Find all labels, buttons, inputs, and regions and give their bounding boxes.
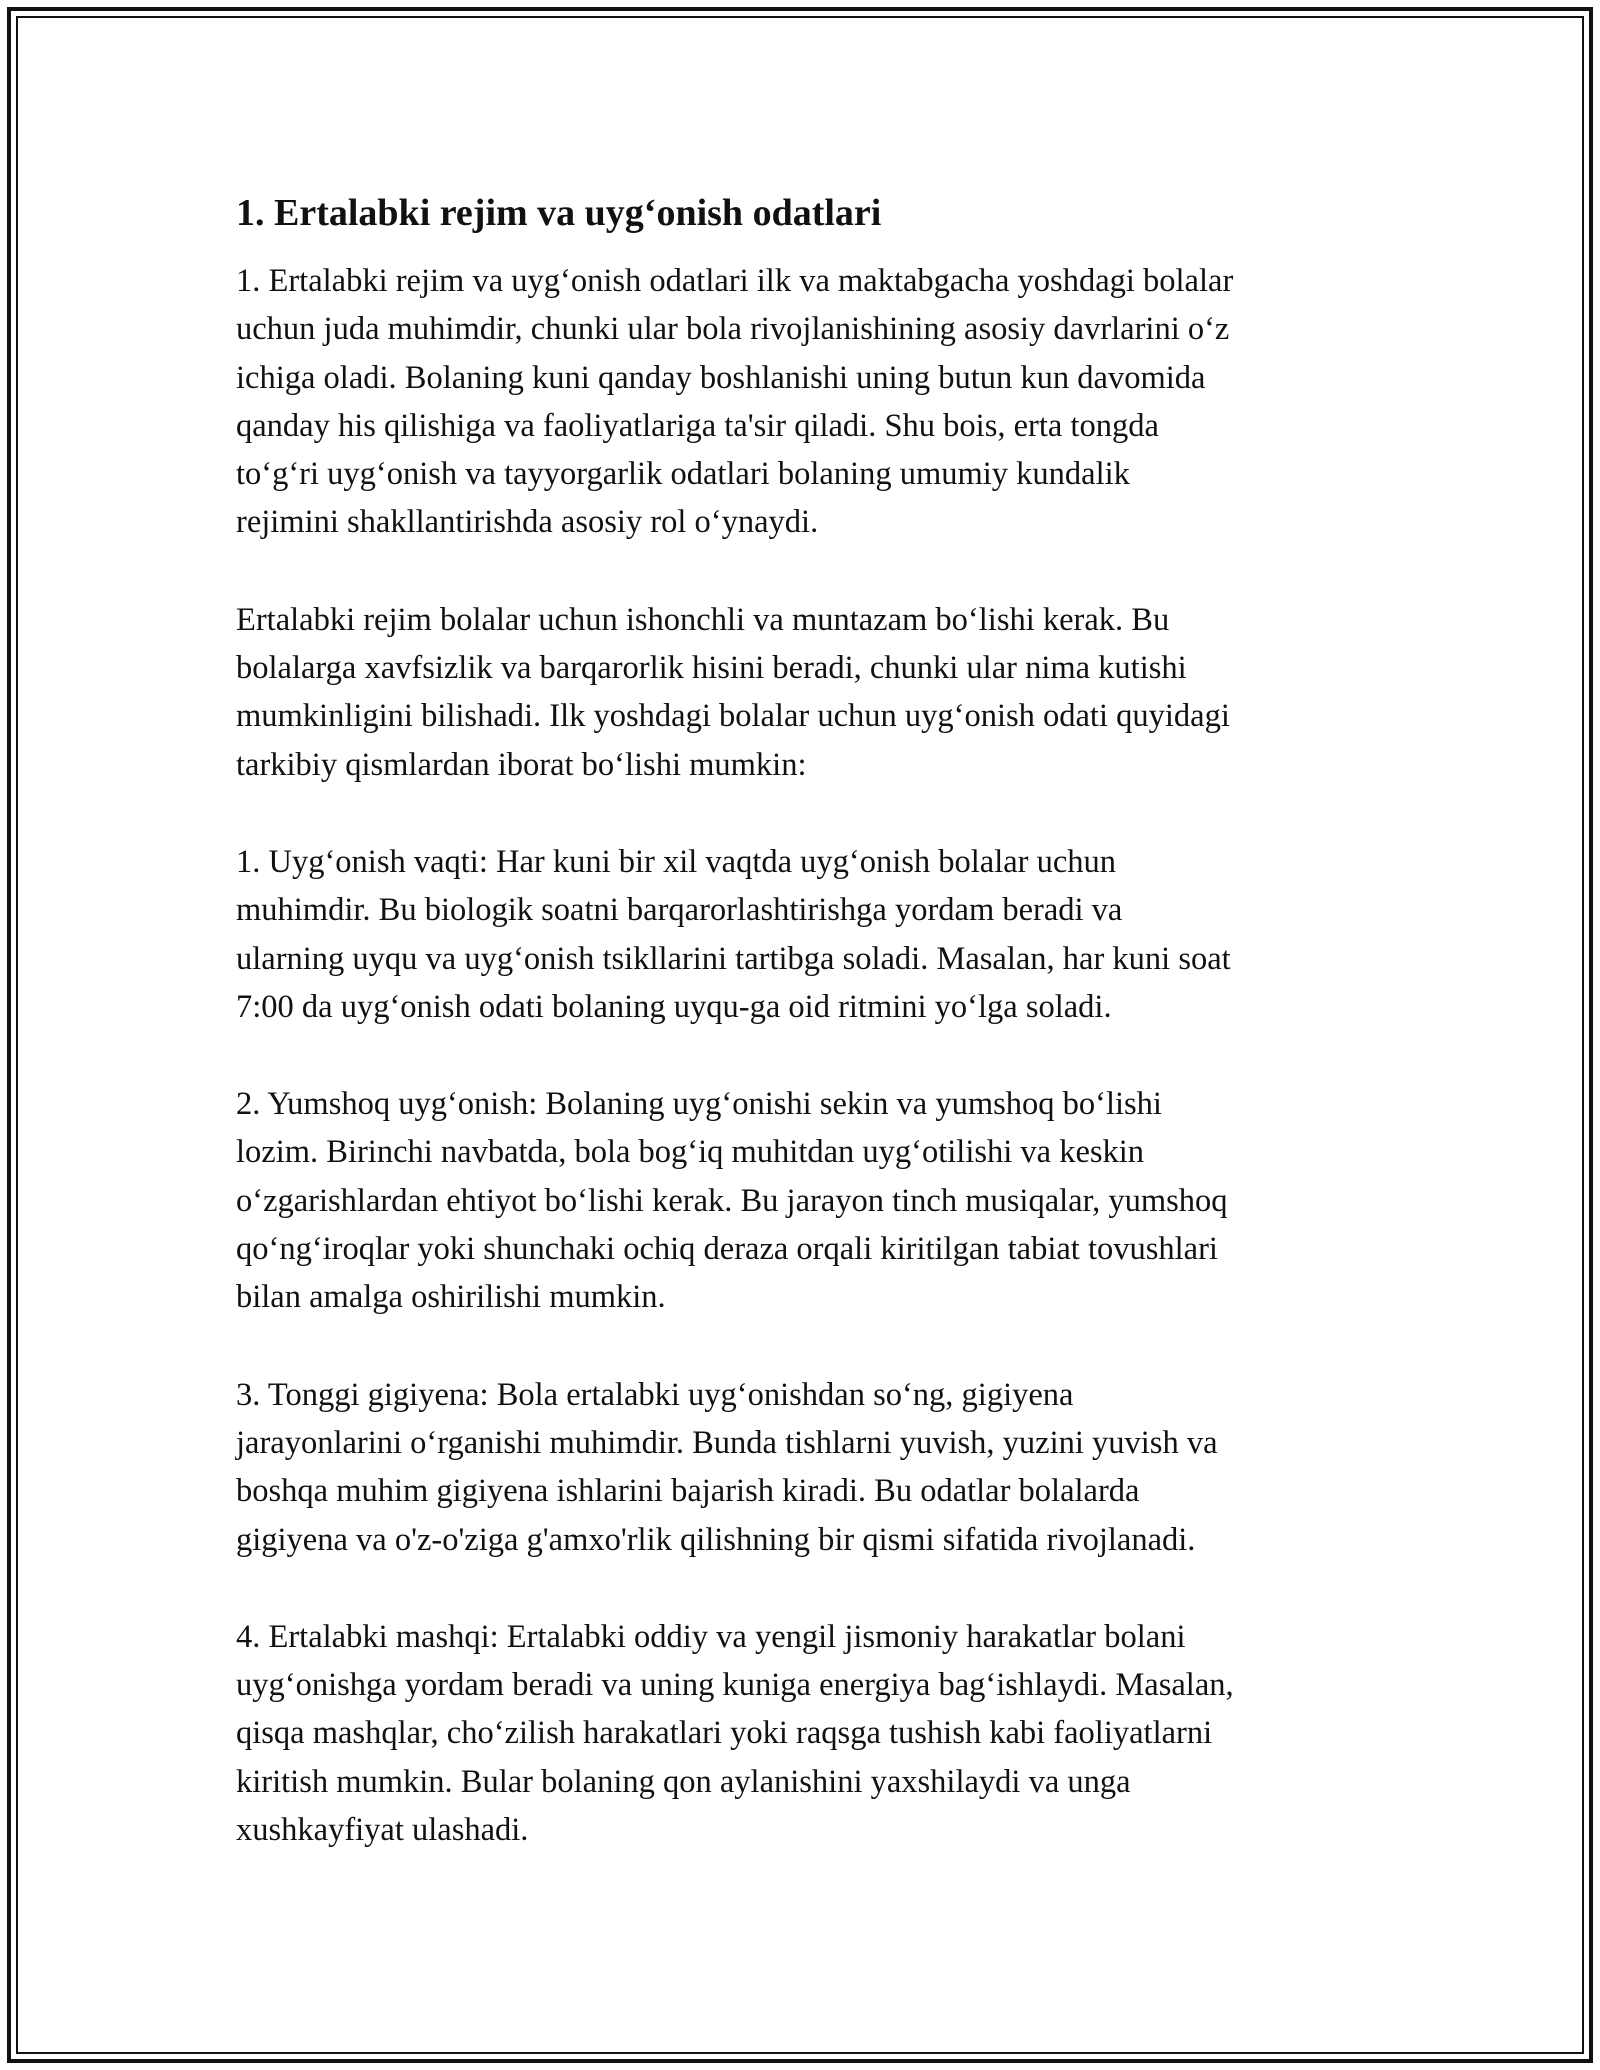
paragraph-wake-time: 1. Uyg‘onish vaqti: Har kuni bir xil vaqtda uyg‘onish bolalar uchun muhimdir. Bu biologik soatni barqarorlashtirishga yordam beradi va ularning uyqu va uyg‘onish tsikllarini tartibga soladi. Masalan, har kuni soat 7:00 da uyg‘onish odati bolaning uyqu-ga oid ritmini yo‘lga soladi. [236, 843, 1231, 1025]
section-heading: 1. Ertalabki rejim va uyg‘onish odatlari [236, 192, 882, 234]
paragraph-morning-exercise: 4. Ertalabki mashqi: Ertalabki oddiy va yengil jismoniy harakatlar bolani uyg‘onishga yordam beradi va uning kuniga energiya bag‘ishlaydi. Masalan, qisqa mashqlar, cho‘zilish harakatlari yoki raqsga tushish kabi faoliyatlarni kiritish mumkin. Bular bolaning qon aylanishini yaxshilaydi va unga xushkayfiyat ulashadi. [236, 1618, 1234, 1849]
paragraph-intro: 1. Ertalabki rejim va uyg‘onish odatlari ilk va maktabgacha yoshdagi bolalar uchun juda muhimdir, chunki ular bola rivojlanishining asosiy davrlarini o‘z ichiga oladi. Bolaning kuni qanday boshlanishi uning butun kun davomida qanday his qilishiga va faoliyatlariga ta'sir qiladi. Shu bois, erta tongda to‘g‘ri uyg‘onish va tayyorgarlik odatlari bolaning umumiy kundalik rejimini shakllantirishda asosiy rol o‘ynaydi. [236, 263, 1234, 541]
document-body [236, 185, 1376, 1903]
paragraph-morning-hygiene: 3. Tonggi gigiyena: Bola ertalabki uyg‘onishdan so‘ng, gigiyena jarayonlarini o‘rganishi muhimdir. Bunda tishlarni yuvish, yuzini yuvish va boshqa muhim gigiyena ishlarini bajarish kiradi. Bu odatlar bolalarda gigiyena va o'z-o'ziga g'amxo'rlik qilishning bir qismi sifatida rivojlanadi. [236, 1376, 1218, 1558]
paragraph-gentle-waking: 2. Yumshoq uyg‘onish: Bolaning uyg‘onishi sekin va yumshoq bo‘lishi lozim. Birinchi navbatda, bola bog‘iq muhitdan uyg‘otilishi va keskin o‘zgarishlardan ehtiyot bo‘lishi kerak. Bu jarayon tinch musiqalar, yumshoq qo‘ng‘iroqlar yoki shunchaki ochiq deraza orqali kiritilgan tabiat tovushlari bilan amalga oshirilishi mumkin. [236, 1086, 1228, 1316]
paragraph-routine: Ertalabki rejim bolalar uchun ishonchli va muntazam bo‘lishi kerak. Bu bolalarga xavfsizlik va barqarorlik hisini beradi, chunki ular nima kutishi mumkinligini bilishadi. Ilk yoshdagi bolalar uchun uyg‘onish odati quyidagi tarkibiy qismlardan iborat bo‘lishi mumkin: [236, 601, 1230, 783]
